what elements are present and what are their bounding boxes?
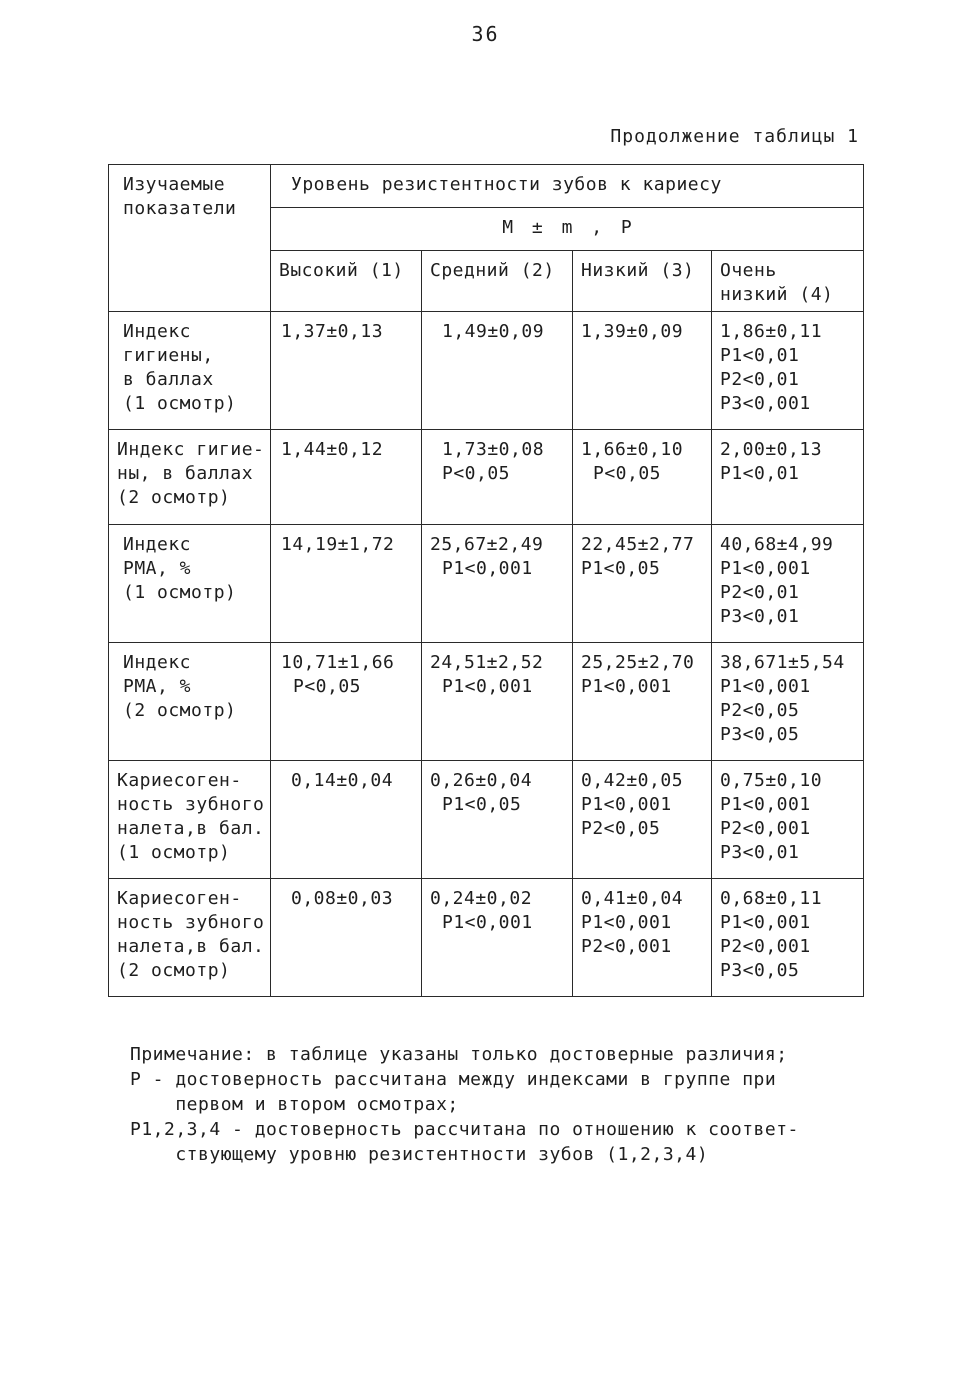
page-number: 36 <box>471 22 500 46</box>
cell-low: 1,66±0,10 P<0,05 <box>573 430 712 525</box>
row-indicator: Индекс гигиены, в баллах (1 осмотр) <box>109 312 271 430</box>
header-resistance-level: Уровень резистентности зубов к кариесу <box>271 165 864 208</box>
cell-low: 0,42±0,05 P1<0,001 P2<0,05 <box>573 761 712 879</box>
header-level-low: Низкий (3) <box>573 251 712 312</box>
cell-medium: 1,73±0,08 P<0,05 <box>422 430 573 525</box>
table-note <box>130 1042 890 1167</box>
table-row <box>109 879 864 997</box>
cell-high: 0,14±0,04 <box>271 761 422 879</box>
header-level-medium: Средний (2) <box>422 251 573 312</box>
table-caption: Продолжение таблицы 1 <box>610 126 859 147</box>
cell-low: 1,39±0,09 <box>573 312 712 430</box>
table-row <box>109 525 864 643</box>
cell-medium: 0,24±0,02 P1<0,001 <box>422 879 573 997</box>
header-level-high: Высокий (1) <box>271 251 422 312</box>
note-line: P - достоверность рассчитана между индексами в группе при <box>130 1069 777 1090</box>
note-line: P1,2,3,4 - достоверность рассчитана по отношению к соответ- <box>130 1119 799 1140</box>
note-line: Примечание: в таблице указаны только достоверные различия; <box>130 1044 788 1065</box>
cell-very-low: 0,75±0,10 P1<0,001 P2<0,001 P3<0,01 <box>712 761 864 879</box>
row-indicator: Кариесоген- ность зубного налета,в бал. (1 осмотр) <box>109 761 271 879</box>
table-row <box>109 643 864 761</box>
table-row <box>109 430 864 525</box>
cell-high: 1,44±0,12 <box>271 430 422 525</box>
cell-very-low: 0,68±0,11 P1<0,001 P2<0,001 P3<0,05 <box>712 879 864 997</box>
cell-low: 25,25±2,70 P1<0,001 <box>573 643 712 761</box>
cell-very-low: 1,86±0,11 P1<0,01 P2<0,01 P3<0,001 <box>712 312 864 430</box>
row-indicator: Индекс гигие- ны, в баллах (2 осмотр) <box>109 430 271 525</box>
cell-low: 0,41±0,04 P1<0,001 P2<0,001 <box>573 879 712 997</box>
table-row <box>109 761 864 879</box>
row-indicator: Кариесоген- ность зубного налета,в бал. (2 осмотр) <box>109 879 271 997</box>
cell-very-low: 38,671±5,54 P1<0,001 P2<0,05 P3<0,05 <box>712 643 864 761</box>
row-indicator: Индекс РМА, % (1 осмотр) <box>109 525 271 643</box>
cell-medium: 1,49±0,09 <box>422 312 573 430</box>
header-indicator: Изучаемые показатели <box>109 165 271 312</box>
cell-medium: 24,51±2,52 P1<0,001 <box>422 643 573 761</box>
row-indicator: Индекс РМА, % (2 осмотр) <box>109 643 271 761</box>
cell-medium: 0,26±0,04 P1<0,05 <box>422 761 573 879</box>
cell-high: 14,19±1,72 <box>271 525 422 643</box>
cell-medium: 25,67±2,49 P1<0,001 <box>422 525 573 643</box>
header-level-very-low: Очень низкий (4) <box>712 251 864 312</box>
cell-high: 1,37±0,13 <box>271 312 422 430</box>
header-mean-error: M ± m , P <box>271 208 864 251</box>
table-row <box>109 312 864 430</box>
cell-high: 10,71±1,66 P<0,05 <box>271 643 422 761</box>
note-line: ствующему уровню резистентности зубов (1,2,3,4) <box>130 1144 709 1165</box>
cell-very-low: 40,68±4,99 P1<0,001 P2<0,01 P3<0,01 <box>712 525 864 643</box>
note-line: первом и втором осмотрах; <box>130 1094 459 1115</box>
results-table <box>108 164 864 997</box>
cell-low: 22,45±2,77 P1<0,05 <box>573 525 712 643</box>
cell-very-low: 2,00±0,13 P1<0,01 <box>712 430 864 525</box>
cell-high: 0,08±0,03 <box>271 879 422 997</box>
